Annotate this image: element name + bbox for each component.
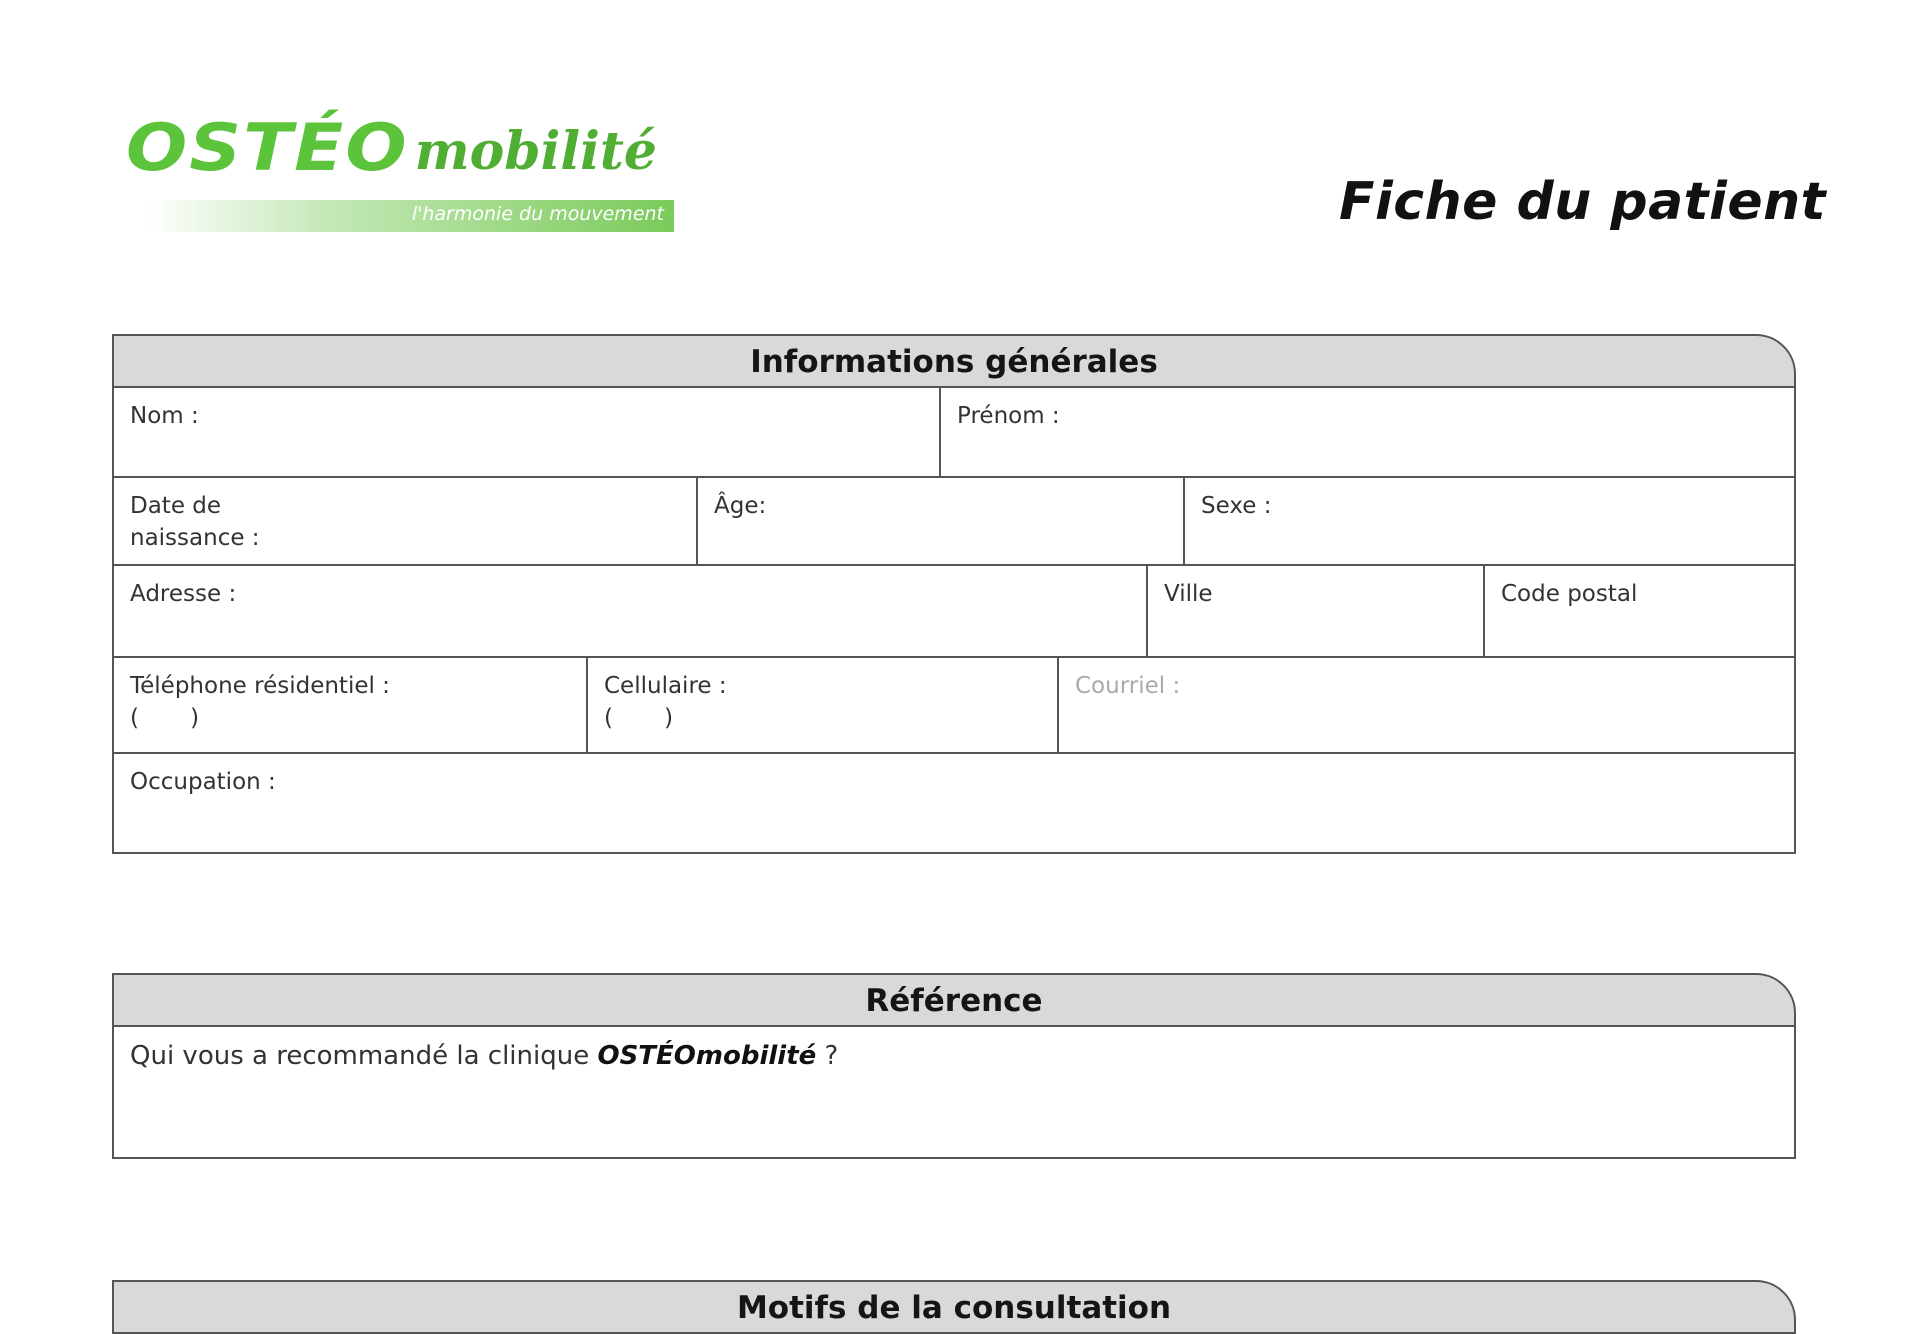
clinic-logo	[126, 108, 686, 238]
section-body	[112, 388, 1796, 854]
field-date-naissance[interactable]	[114, 478, 696, 564]
logo-tagline: l'harmonie du mouvement	[411, 203, 664, 225]
field-occupation[interactable]	[114, 754, 1794, 852]
field-label: Âge:	[714, 493, 767, 519]
section-motif	[112, 1280, 1796, 1334]
field-code-postal[interactable]	[1483, 566, 1794, 656]
field-label: Courriel :	[1075, 673, 1181, 699]
form-row	[114, 564, 1794, 656]
field-cellulaire[interactable]	[586, 658, 1057, 752]
question-text: Qui vous a recommandé la clinique	[130, 1041, 598, 1071]
field-adresse[interactable]	[114, 566, 1146, 656]
field-sexe[interactable]	[1183, 478, 1794, 564]
field-age[interactable]	[696, 478, 1183, 564]
field-label: Ville	[1164, 581, 1213, 607]
field-label: Adresse :	[130, 581, 237, 607]
form-row	[114, 656, 1794, 752]
field-nom[interactable]	[114, 388, 939, 476]
field-ville[interactable]	[1146, 566, 1483, 656]
field-label: Occupation :	[130, 769, 276, 795]
field-label: Date de	[130, 493, 222, 519]
area-code-parens: ( )	[604, 705, 674, 731]
field-courriel[interactable]	[1057, 658, 1794, 752]
field-telephone-residentiel[interactable]	[114, 658, 586, 752]
question-brand: OSTÉOmobilité	[597, 1041, 817, 1071]
section-header: Référence	[112, 973, 1796, 1027]
area-code-parens: ( )	[130, 705, 200, 731]
logo-wordmark	[126, 108, 658, 186]
field-label: naissance :	[130, 525, 260, 551]
logo-brand-bold: OSTÉO	[126, 109, 409, 186]
reference-question	[114, 1027, 1794, 1085]
form-row	[114, 476, 1794, 564]
section-reference	[112, 973, 1796, 1159]
section-header: Informations générales	[112, 334, 1796, 388]
section-general-info	[112, 334, 1796, 854]
field-label: Téléphone résidentiel :	[130, 673, 390, 699]
logo-tagline-band	[144, 200, 674, 232]
form-row	[114, 752, 1794, 852]
section-body[interactable]	[112, 1027, 1796, 1159]
question-mark: ?	[816, 1041, 839, 1071]
field-prenom[interactable]	[939, 388, 1794, 476]
field-label: Sexe :	[1201, 493, 1272, 519]
field-label: Cellulaire :	[604, 673, 727, 699]
field-label: Prénom :	[957, 403, 1060, 429]
section-header: Motifs de la consultation	[112, 1280, 1796, 1334]
field-label: Code postal	[1501, 581, 1638, 607]
form-row	[114, 388, 1794, 476]
logo-brand-script: mobilité	[414, 121, 658, 182]
field-label: Nom :	[130, 403, 199, 429]
page-title: Fiche du patient	[1338, 172, 1826, 232]
